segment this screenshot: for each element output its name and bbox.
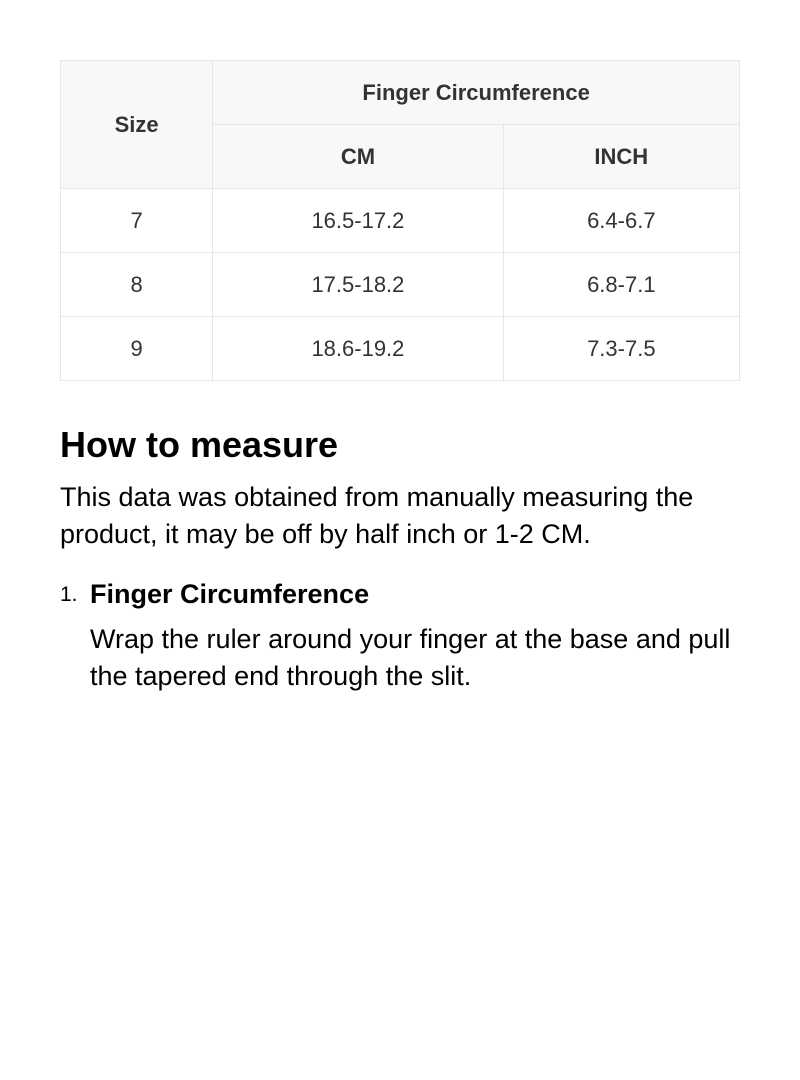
cell-cm: 18.6-19.2 bbox=[213, 317, 503, 381]
measure-steps-list bbox=[60, 577, 740, 695]
cell-cm: 17.5-18.2 bbox=[213, 253, 503, 317]
cell-inch: 7.3-7.5 bbox=[503, 317, 739, 381]
table-header-row bbox=[61, 61, 740, 125]
table-row bbox=[61, 189, 740, 253]
step-number: 1. bbox=[60, 583, 78, 606]
cell-size: 8 bbox=[61, 253, 213, 317]
cell-cm: 16.5-17.2 bbox=[213, 189, 503, 253]
how-to-measure-heading: How to measure bbox=[60, 424, 339, 465]
header-size: Size bbox=[61, 61, 213, 189]
cell-inch: 6.8-7.1 bbox=[503, 253, 739, 317]
header-cm: CM bbox=[213, 125, 503, 189]
header-finger-circumference: Finger Circumference bbox=[213, 61, 740, 125]
size-guide-page bbox=[60, 60, 740, 695]
list-item bbox=[60, 577, 740, 695]
how-to-measure-description: This data was obtained from manually measuring the product, it may be off by half inch or 1-2 CM. bbox=[60, 482, 694, 549]
step-description: Wrap the ruler around your finger at the base and pull the tapered end through the slit. bbox=[90, 624, 731, 691]
header-inch: INCH bbox=[503, 125, 739, 189]
table-row bbox=[61, 317, 740, 381]
cell-size: 7 bbox=[61, 189, 213, 253]
step-title: Finger Circumference bbox=[90, 579, 370, 609]
cell-size: 9 bbox=[61, 317, 213, 381]
table-row bbox=[61, 253, 740, 317]
size-chart-table bbox=[60, 60, 740, 381]
cell-inch: 6.4-6.7 bbox=[503, 189, 739, 253]
